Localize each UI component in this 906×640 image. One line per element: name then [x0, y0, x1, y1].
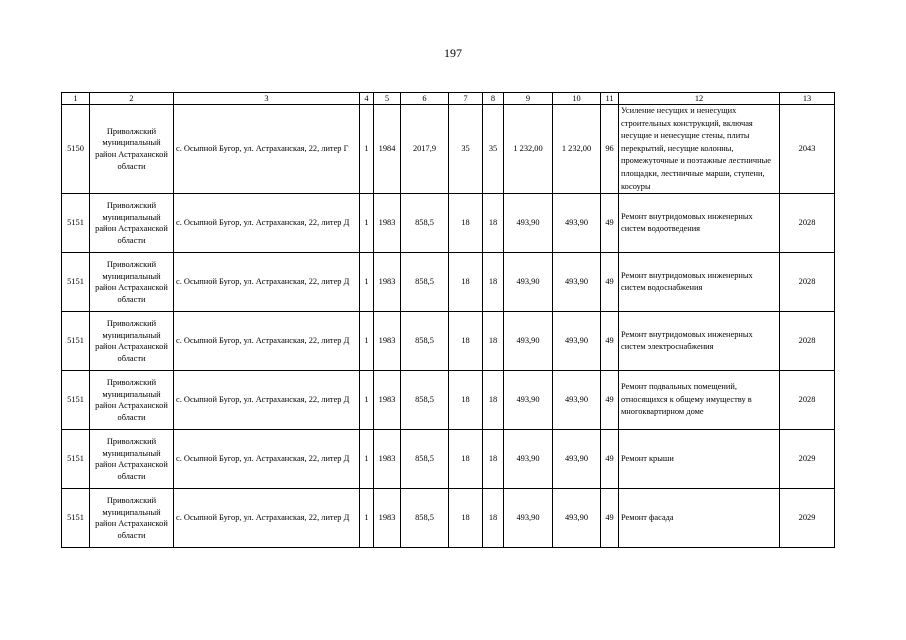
table-body — [62, 105, 835, 548]
wear-cell: 49 — [601, 430, 619, 489]
row-id: 5151 — [62, 312, 90, 371]
area-cell: 858,5 — [401, 253, 449, 312]
col4-cell: 1 — [360, 194, 374, 253]
column-header: 6 — [401, 93, 449, 105]
wear-cell: 96 — [601, 105, 619, 194]
column-header: 7 — [449, 93, 483, 105]
address-cell: с. Осыпной Бугор, ул. Астраханская, 22, литер Д — [174, 371, 360, 430]
work-type-cell: Ремонт крыши — [619, 430, 780, 489]
year-cell: 1983 — [374, 253, 401, 312]
row-id: 5151 — [62, 194, 90, 253]
row-id: 5151 — [62, 430, 90, 489]
wear-cell: 49 — [601, 253, 619, 312]
table-header — [62, 93, 835, 105]
work-type-cell: Ремонт внутридомовых инженерных систем водоснабжения — [619, 253, 780, 312]
work-type-cell: Ремонт подвальных помещений, относящихся к общему имуществу в многоквартирном доме — [619, 371, 780, 430]
col7-cell: 18 — [449, 430, 483, 489]
wear-cell: 49 — [601, 371, 619, 430]
row-id: 5151 — [62, 253, 90, 312]
row-id: 5151 — [62, 371, 90, 430]
table-row — [62, 312, 835, 371]
col8-cell: 18 — [483, 371, 504, 430]
year-cell: 1983 — [374, 430, 401, 489]
col7-cell: 18 — [449, 253, 483, 312]
column-header: 11 — [601, 93, 619, 105]
col7-cell: 35 — [449, 105, 483, 194]
year-cell: 1983 — [374, 194, 401, 253]
plan-year-cell: 2028 — [780, 312, 835, 371]
year-cell: 1983 — [374, 489, 401, 548]
col8-cell: 18 — [483, 253, 504, 312]
wear-cell: 49 — [601, 194, 619, 253]
work-type-cell: Ремонт фасада — [619, 489, 780, 548]
col4-cell: 1 — [360, 312, 374, 371]
area-cell: 858,5 — [401, 430, 449, 489]
address-cell: с. Осыпной Бугор, ул. Астраханская, 22, литер Д — [174, 194, 360, 253]
table-row — [62, 253, 835, 312]
cost-cell-2: 493,90 — [553, 194, 601, 253]
cost-cell: 493,90 — [504, 489, 553, 548]
table-row — [62, 489, 835, 548]
column-header: 9 — [504, 93, 553, 105]
col8-cell: 18 — [483, 430, 504, 489]
cost-cell-2: 493,90 — [553, 312, 601, 371]
cost-cell: 1 232,00 — [504, 105, 553, 194]
district-cell: Приволжский муниципальный район Астраханской области — [90, 312, 174, 371]
year-cell: 1983 — [374, 371, 401, 430]
page-number: 197 — [444, 46, 462, 60]
column-header: 12 — [619, 93, 780, 105]
work-type-cell: Ремонт внутридомовых инженерных систем водоотведения — [619, 194, 780, 253]
plan-year-cell: 2028 — [780, 194, 835, 253]
col4-cell: 1 — [360, 253, 374, 312]
column-header: 13 — [780, 93, 835, 105]
col4-cell: 1 — [360, 105, 374, 194]
wear-cell: 49 — [601, 312, 619, 371]
area-cell: 858,5 — [401, 194, 449, 253]
col4-cell: 1 — [360, 489, 374, 548]
col8-cell: 35 — [483, 105, 504, 194]
cost-cell: 493,90 — [504, 371, 553, 430]
col8-cell: 18 — [483, 489, 504, 548]
year-cell: 1984 — [374, 105, 401, 194]
wear-cell: 49 — [601, 489, 619, 548]
area-cell: 858,5 — [401, 489, 449, 548]
table-row — [62, 194, 835, 253]
capital-repair-table — [61, 92, 835, 548]
row-id: 5150 — [62, 105, 90, 194]
cost-cell: 493,90 — [504, 312, 553, 371]
address-cell: с. Осыпной Бугор, ул. Астраханская, 22, литер Д — [174, 489, 360, 548]
column-header: 4 — [360, 93, 374, 105]
district-cell: Приволжский муниципальный район Астраханской области — [90, 105, 174, 194]
work-type-cell: Усиление несущих и ненесущих строительных конструкций, включая несущие и ненесущие стены, плиты перекрытий, несущие колонны, промежуточные и поэтажные лестничные площадки, лестничные марши, ступени, косоуры — [619, 105, 780, 194]
column-header: 2 — [90, 93, 174, 105]
table-row — [62, 105, 835, 194]
column-header: 3 — [174, 93, 360, 105]
column-header: 8 — [483, 93, 504, 105]
plan-year-cell: 2029 — [780, 430, 835, 489]
district-cell: Приволжский муниципальный район Астраханской области — [90, 371, 174, 430]
col7-cell: 18 — [449, 194, 483, 253]
area-cell: 2017,9 — [401, 105, 449, 194]
plan-year-cell: 2029 — [780, 489, 835, 548]
col7-cell: 18 — [449, 312, 483, 371]
district-cell: Приволжский муниципальный район Астраханской области — [90, 489, 174, 548]
cost-cell-2: 1 232,00 — [553, 105, 601, 194]
header-row — [62, 93, 835, 105]
district-cell: Приволжский муниципальный район Астраханской области — [90, 253, 174, 312]
plan-year-cell: 2028 — [780, 253, 835, 312]
area-cell: 858,5 — [401, 312, 449, 371]
plan-year-cell: 2028 — [780, 371, 835, 430]
year-cell: 1983 — [374, 312, 401, 371]
row-id: 5151 — [62, 489, 90, 548]
col8-cell: 18 — [483, 194, 504, 253]
address-cell: с. Осыпной Бугор, ул. Астраханская, 22, литер Д — [174, 253, 360, 312]
table-row — [62, 430, 835, 489]
work-type-cell: Ремонт внутридомовых инженерных систем электроснабжения — [619, 312, 780, 371]
col8-cell: 18 — [483, 312, 504, 371]
cost-cell-2: 493,90 — [553, 430, 601, 489]
cost-cell: 493,90 — [504, 194, 553, 253]
cost-cell-2: 493,90 — [553, 489, 601, 548]
col4-cell: 1 — [360, 430, 374, 489]
column-header: 10 — [553, 93, 601, 105]
cost-cell: 493,90 — [504, 253, 553, 312]
col4-cell: 1 — [360, 371, 374, 430]
address-cell: с. Осыпной Бугор, ул. Астраханская, 22, литер Д — [174, 430, 360, 489]
table-row — [62, 371, 835, 430]
district-cell: Приволжский муниципальный район Астраханской области — [90, 430, 174, 489]
column-header: 1 — [62, 93, 90, 105]
area-cell: 858,5 — [401, 371, 449, 430]
address-cell: с. Осыпной Бугор, ул. Астраханская, 22, литер Д — [174, 312, 360, 371]
address-cell: с. Осыпной Бугор, ул. Астраханская, 22, литер Г — [174, 105, 360, 194]
col7-cell: 18 — [449, 371, 483, 430]
column-header: 5 — [374, 93, 401, 105]
col7-cell: 18 — [449, 489, 483, 548]
cost-cell-2: 493,90 — [553, 253, 601, 312]
district-cell: Приволжский муниципальный район Астраханской области — [90, 194, 174, 253]
plan-year-cell: 2043 — [780, 105, 835, 194]
cost-cell: 493,90 — [504, 430, 553, 489]
cost-cell-2: 493,90 — [553, 371, 601, 430]
